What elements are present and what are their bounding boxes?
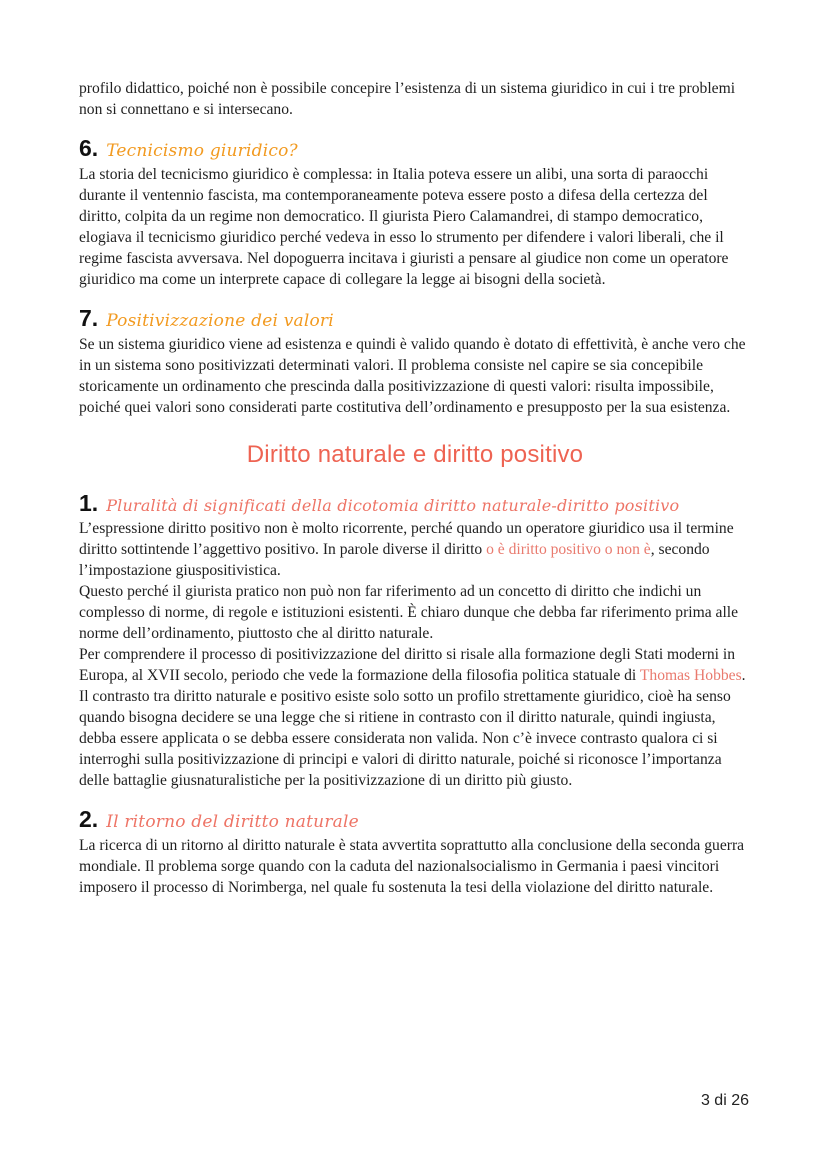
section-ritorno: [79, 806, 751, 898]
chapter-title: Diritto naturale e diritto positivo: [246, 441, 584, 468]
section-heading: [79, 490, 751, 516]
section-title: Positivizzazione dei valori: [106, 311, 334, 331]
section-heading: [79, 806, 751, 833]
document-page: [79, 78, 751, 898]
paragraph-text: L’espressione diritto positivo non è molto ricorrente, perché quando un operatore giuridico usa il termine diritto sottintende l’aggettivo positivo. In parole diverse il diritto: [79, 520, 734, 558]
section-number: 2.: [79, 806, 99, 832]
section-pluralita: [79, 490, 751, 791]
paragraph-text: Per comprendere il processo di positivizzazione del diritto si risale alla formazione degli Stati moderni in Europa, al XVII secolo, periodo che vede la formazione della filosofia politica statuale di: [79, 646, 736, 684]
section-paragraph: La ricerca di un ritorno al diritto naturale è stata avvertita soprattutto alla conclusione della seconda guerra mondiale. Il problema sorge quando con la caduta del nazionalsocialismo in Germania i paesi vincitori imposero il processo di Norimberga, nel quale fu sostenuta la tesi della violazione del diritto naturale.: [79, 837, 745, 896]
section-paragraph: [79, 518, 751, 581]
section-title: Il ritorno del diritto naturale: [106, 812, 359, 832]
section-number: 1.: [79, 490, 99, 516]
section-paragraph: La storia del tecnicismo giuridico è complessa: in Italia poteva essere un alibi, una sorta di paraocchi durante il ventennio fascista, ma contemporaneamente poteva essere posto a difesa della certezza del diritto, colpita da un regime non democratico. Il giurista Piero Calamandrei, di stampo democratico, elogiava il tecnicismo giuridico perché vedeva in esso lo strumento per difendere i valori liberali, che il regime fascista avversava. Nel dopoguerra incitava i giuristi a pensare al giudice non come un operatore giuridico ma come un interprete capace di collegare la legge ai bisogni della società.: [79, 166, 729, 288]
intro-paragraph: profilo didattico, poiché non è possibile concepire l’esistenza di un sistema giuridico in cui i tre problemi non si connettano e si intersecano.: [79, 80, 736, 118]
section-number: 6.: [79, 135, 99, 161]
paragraph-text: . Il contrasto tra diritto naturale e positivo esiste solo sotto un profilo strettamente giuridico, cioè ha senso quando bisogna decidere se una legge che si ritiene in contrasto con il diritto naturale, quindi ingiusta, debba essere applicata o se debba essere considerata non valida. Non c’è invece contrasto qualora ci si interroghi sulla positivizzazione di principi e valori di diritto naturale, poiché si riconosce l’importanza delle battaglie giusnaturalistiche per la positivizzazione di un diritto più giusto.: [79, 667, 746, 789]
hobbes-link[interactable]: Thomas Hobbes: [639, 667, 742, 684]
page-number: 3 di 26: [700, 1092, 749, 1109]
highlight-link[interactable]: o è diritto positivo o non è: [486, 541, 651, 558]
section-heading: [79, 135, 751, 162]
section-6: [79, 135, 751, 290]
section-number: 7.: [79, 305, 99, 331]
section-paragraph: [79, 644, 751, 791]
section-paragraph: Questo perché il giurista pratico non può non far riferimento ad un concetto di diritto che indichi un complesso di norme, di regole e istituzioni esistenti. È chiaro dunque che debba far riferimento prima alle norme dell’ordinamento, piuttosto che al diritto naturale.: [79, 583, 739, 642]
section-heading: [79, 305, 751, 332]
section-title: Pluralità di significati della dicotomia diritto naturale-diritto positivo: [106, 496, 680, 515]
section-paragraph: Se un sistema giuridico viene ad esistenza e quindi è valido quando è dotato di effettività, è anche vero che in un sistema sono positivizzati determinati valori. Il problema consiste nel capire se sia concepibile storicamente un ordinamento che prescinda dalla positivizzazione di questi valori: risulta impossibile, poiché quei valori sono considerati parte costitutiva dell’ordinamento e presupposto per la sua esistenza.: [79, 336, 746, 416]
section-7: [79, 305, 751, 418]
section-title: Tecnicismo giuridico?: [106, 141, 298, 161]
paragraph-text: , secondo l’impostazione giuspositivistica.: [79, 541, 710, 579]
